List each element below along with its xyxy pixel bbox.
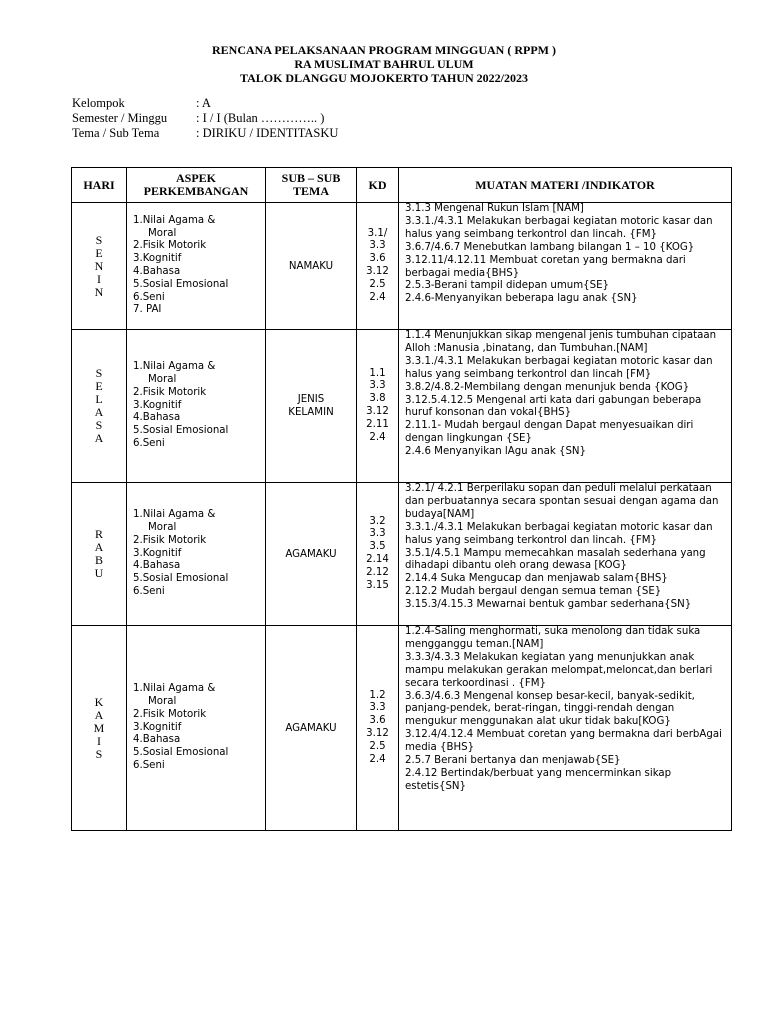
header-hari: HARI xyxy=(72,168,127,203)
muatan-cell xyxy=(399,483,732,626)
day-letter: E xyxy=(95,379,103,393)
aspek-item: Moral xyxy=(148,696,177,707)
title-line-2: RA MUSLIMAT BAHRUL ULUM xyxy=(294,57,474,71)
table-row xyxy=(72,626,732,831)
sub-tema-cell xyxy=(266,203,357,330)
aspek-item: 2.Fisik Motorik xyxy=(133,240,207,252)
aspek-item: 3.Kognitif xyxy=(133,399,182,411)
day-cell xyxy=(72,483,127,626)
header-sub-tema xyxy=(266,168,357,203)
aspek-cell xyxy=(127,483,266,626)
aspek-cell xyxy=(127,203,266,330)
aspek-cell xyxy=(127,626,266,831)
kd-item: 3.6 xyxy=(369,253,386,265)
table-row xyxy=(72,483,732,626)
table-row xyxy=(72,203,732,330)
aspek-item: Moral xyxy=(148,227,177,239)
sub-tema-cell xyxy=(266,330,357,483)
meta-label: Kelompok xyxy=(72,96,125,110)
indikator-item: 3.3.1./4.3.1 Melakukan berbagai kegiatan motoric kasar dan halus yang seimbang terkontrol dan lincah. {FM} xyxy=(405,521,713,546)
aspek-cell xyxy=(127,330,266,483)
aspek-item: 5.Sosial Emosional xyxy=(133,573,229,585)
kd-item: 3.3 xyxy=(369,380,386,392)
aspek-item: 6.Seni xyxy=(133,585,165,597)
header-aspek xyxy=(127,168,266,203)
kd-cell xyxy=(357,626,399,831)
meta-value: : I / I (Bulan ………….. ) xyxy=(196,111,325,125)
kd-item: 3.1/ xyxy=(367,227,388,239)
rppm-table xyxy=(71,167,732,831)
day-letter: S xyxy=(95,366,103,380)
aspek-item: 4.Bahasa xyxy=(133,266,181,277)
meta-label: Semester / Minggu xyxy=(72,111,168,125)
aspek-item: 4.Bahasa xyxy=(133,734,181,746)
day-letter: S xyxy=(95,746,103,761)
indikator-item: 3.5.1/4.5.1 Mampu memecahkan masalah sederhana yang dihadapi dibantu oleh orang dewasa [KOG} xyxy=(405,547,706,572)
meta-value: : A xyxy=(196,96,211,110)
aspek-item: 3.Kognitif xyxy=(133,721,182,733)
kd-item: 2.4 xyxy=(369,291,386,303)
day-letter: N xyxy=(94,284,104,299)
aspek-item: 1.Nilai Agama & xyxy=(133,683,216,695)
sub-tema-text: AGAMAKU xyxy=(285,548,337,560)
day-letter: A xyxy=(94,707,104,722)
header-aspek-line2: PERKEMBANGAN xyxy=(143,184,249,198)
kd-item: 3.3 xyxy=(369,240,386,252)
kd-item: 1.1 xyxy=(369,367,386,379)
aspek-item: 5.Sosial Emosional xyxy=(133,425,229,437)
indikator-item: 3.6.3/4.6.3 Mengenal konsep besar-kecil, banyak-sedikit, panjang-pendek, berat-ringan, tinggi-rendah dengan mengukur menggunakan alat ukur tidak baku[KOG} xyxy=(405,690,695,728)
header-aspek-line1: ASPEK xyxy=(175,171,216,185)
meta-row-kelompok xyxy=(72,96,338,111)
aspek-item: 2.Fisik Motorik xyxy=(133,708,207,720)
muatan-cell xyxy=(399,626,732,831)
title-line-1: RENCANA PELAKSANAAN PROGRAM MINGGUAN ( RPPM ) xyxy=(212,43,556,57)
kd-item: 1.2 xyxy=(369,689,386,701)
day-letter: S xyxy=(95,232,103,247)
aspek-item: 3.Kognitif xyxy=(133,547,182,559)
indikator-item: 3.1.3 Mengenal Rukun Islam [NAM] xyxy=(405,203,584,214)
sub-tema-text: JENIS xyxy=(297,394,325,405)
aspek-item: 6.Seni xyxy=(133,759,165,771)
day-letter: U xyxy=(94,566,104,580)
sub-tema-text: KELAMIN xyxy=(288,407,334,418)
meta-row-tema xyxy=(72,126,338,141)
aspek-item: 4.Bahasa xyxy=(133,560,181,572)
day-letter: A xyxy=(94,431,104,445)
day-cell xyxy=(72,203,127,330)
aspek-item: Moral xyxy=(148,374,177,385)
table-body xyxy=(72,203,732,831)
kd-item: 3.8 xyxy=(369,393,386,405)
header-sub-line2: TEMA xyxy=(293,184,329,198)
indikator-item: 2.4.6 Menyanyikan lAgu anak {SN} xyxy=(405,446,587,458)
aspek-item: 1.Nilai Agama & xyxy=(133,214,216,226)
day-letter: I xyxy=(97,733,101,748)
title-line-3: TALOK DLANGGU MOJOKERTO TAHUN 2022/2023 xyxy=(239,71,529,85)
day-letter: E xyxy=(95,245,103,260)
day-letter: A xyxy=(94,540,104,554)
aspek-item: 2.Fisik Motorik xyxy=(133,386,207,398)
kd-cell xyxy=(357,330,399,483)
aspek-item: 1.Nilai Agama & xyxy=(133,361,216,373)
day-letter: L xyxy=(95,392,103,406)
indikator-item: 2.11.1- Mudah bergaul dengan Dapat menyesuaikan diri dengan lingkungan {SE} xyxy=(405,420,694,445)
kd-item: 3.3 xyxy=(369,528,386,540)
indikator-item: 2.14.4 Suka Mengucap dan menjawab salam{BHS} xyxy=(405,573,668,585)
meta-label: Tema / Sub Tema xyxy=(72,126,160,140)
indikator-item: 3.6.7/4.6.7 Menebutkan lambang bilangan 1 – 10 {KOG} xyxy=(405,241,695,253)
kd-item: 3.15 xyxy=(366,579,389,591)
day-cell xyxy=(72,330,127,483)
kd-item: 3.6 xyxy=(369,715,386,727)
day-letter: S xyxy=(95,418,103,432)
aspek-item: 2.Fisik Motorik xyxy=(133,534,207,546)
table-row xyxy=(72,330,732,483)
kd-item: 3.12 xyxy=(366,266,389,277)
day-letter: I xyxy=(97,271,101,286)
indikator-item: 3.3.3/4.3.3 Melakukan kegiatan yang menunjukkan anak mampu melakukan gerakan melompat,meloncat,dan berlari secara terkoordinasi . {FM} xyxy=(405,651,713,689)
indikator-item: 3.3.1./4.3.1 Melakukan berbagai kegiatan motoric kasar dan halus yang seimbang terkontrol dan lincah [FM} xyxy=(405,355,713,380)
header-sub-line1: SUB – SUB xyxy=(281,171,341,185)
meta-info xyxy=(72,96,338,141)
kd-item: 3.12 xyxy=(366,406,389,417)
indikator-item: 1.1.4 Menunjukkan sikap mengenal jenis tumbuhan cipataan Alloh :Manusia ,binatang, dan Tumbuhan.[NAM] xyxy=(405,330,717,354)
indikator-item: 2.4.6-Menyanyikan beberapa lagu anak {SN} xyxy=(405,293,638,305)
kd-cell xyxy=(357,203,399,330)
aspek-item: 5.Sosial Emosional xyxy=(133,747,229,759)
sub-tema-text: AGAMAKU xyxy=(285,722,337,734)
kd-item: 2.5 xyxy=(369,278,386,290)
header-muatan: MUATAN MATERI /INDIKATOR xyxy=(399,168,732,203)
aspek-item: 7. PAI xyxy=(133,304,162,316)
day-letter: A xyxy=(94,405,104,419)
kd-item: 2.5 xyxy=(369,740,386,752)
kd-item: 2.4 xyxy=(369,431,386,443)
aspek-item: 5.Sosial Emosional xyxy=(133,278,229,290)
muatan-cell xyxy=(399,203,732,330)
indikator-item: 2.12.2 Mudah bergaul dengan semua teman {SE} xyxy=(405,586,662,598)
kd-item: 3.5 xyxy=(369,541,386,553)
muatan-cell xyxy=(399,330,732,483)
day-letter: M xyxy=(93,720,105,735)
aspek-item: 3.Kognitif xyxy=(133,253,182,265)
day-letter: R xyxy=(94,527,103,541)
indikator-item: 3.3.1./4.3.1 Melakukan berbagai kegiatan motoric kasar dan halus yang seimbang terkontrol dan lincah. {FM} xyxy=(405,215,713,240)
kd-item: 2.11 xyxy=(366,418,389,430)
aspek-item: 1.Nilai Agama & xyxy=(133,509,216,521)
indikator-item: 1.2.4-Saling menghormati, suka menolong dan tidak suka mengganggu teman.[NAM] xyxy=(405,626,701,650)
sub-tema-text: NAMAKU xyxy=(288,260,334,272)
meta-value: : DIRIKU / IDENTITASKU xyxy=(196,126,339,140)
indikator-item: 3.12.11/4.12.11 Membuat coretan yang bermakna dari berbagai media{BHS} xyxy=(405,254,686,279)
kd-item: 2.12 xyxy=(366,566,389,578)
day-letter: N xyxy=(94,258,104,273)
table-header-row xyxy=(72,168,732,203)
sub-tema-cell xyxy=(266,626,357,831)
kd-item: 3.2 xyxy=(369,515,386,527)
aspek-item: Moral xyxy=(148,522,177,533)
sub-tema-cell xyxy=(266,483,357,626)
kd-item: 2.4 xyxy=(369,753,386,765)
indikator-item: 2.5.3-Berani tampil didepan umum{SE} xyxy=(405,280,610,292)
day-letter: B xyxy=(94,553,103,567)
aspek-item: 6.Seni xyxy=(133,437,165,449)
kd-item: 2.14 xyxy=(366,554,389,565)
indikator-item: 2.4.12 Bertindak/berbuat yang mencerminkan sikap estetis{SN} xyxy=(405,767,672,792)
day-cell xyxy=(72,626,127,831)
kd-item: 3.3 xyxy=(369,702,386,714)
meta-row-semester xyxy=(72,111,338,126)
kd-item: 3.12 xyxy=(366,728,389,739)
indikator-item: 3.15.3/4.15.3 Mewarnai bentuk gambar sederhana{SN} xyxy=(405,599,692,611)
indikator-item: 3.12.4/4.12.4 Membuat coretan yang bermakna dari berbAgai media {BHS} xyxy=(405,729,722,754)
day-letter: K xyxy=(94,694,104,709)
indikator-item: 3.8.2/4.8.2-Membilang dengan menunjuk benda {KOG} xyxy=(405,381,690,393)
indikator-item: 3.2.1/ 4.2.1 Berperilaku sopan dan peduli melalui perkataan dan perbuatannya secara spontan sesuai dengan agama dan budaya[NAM] xyxy=(405,483,719,520)
indikator-item: 3.12.5.4.12.5 Mengenal arti kata dari gabungan beberapa huruf konsonan dan vokal{BHS} xyxy=(405,394,702,419)
header-kd: KD xyxy=(357,168,399,203)
aspek-item: 6.Seni xyxy=(133,291,165,303)
kd-cell xyxy=(357,483,399,626)
indikator-item: 2.5.7 Berani bertanya dan menjawab{SE} xyxy=(405,755,621,767)
aspek-item: 4.Bahasa xyxy=(133,412,181,424)
